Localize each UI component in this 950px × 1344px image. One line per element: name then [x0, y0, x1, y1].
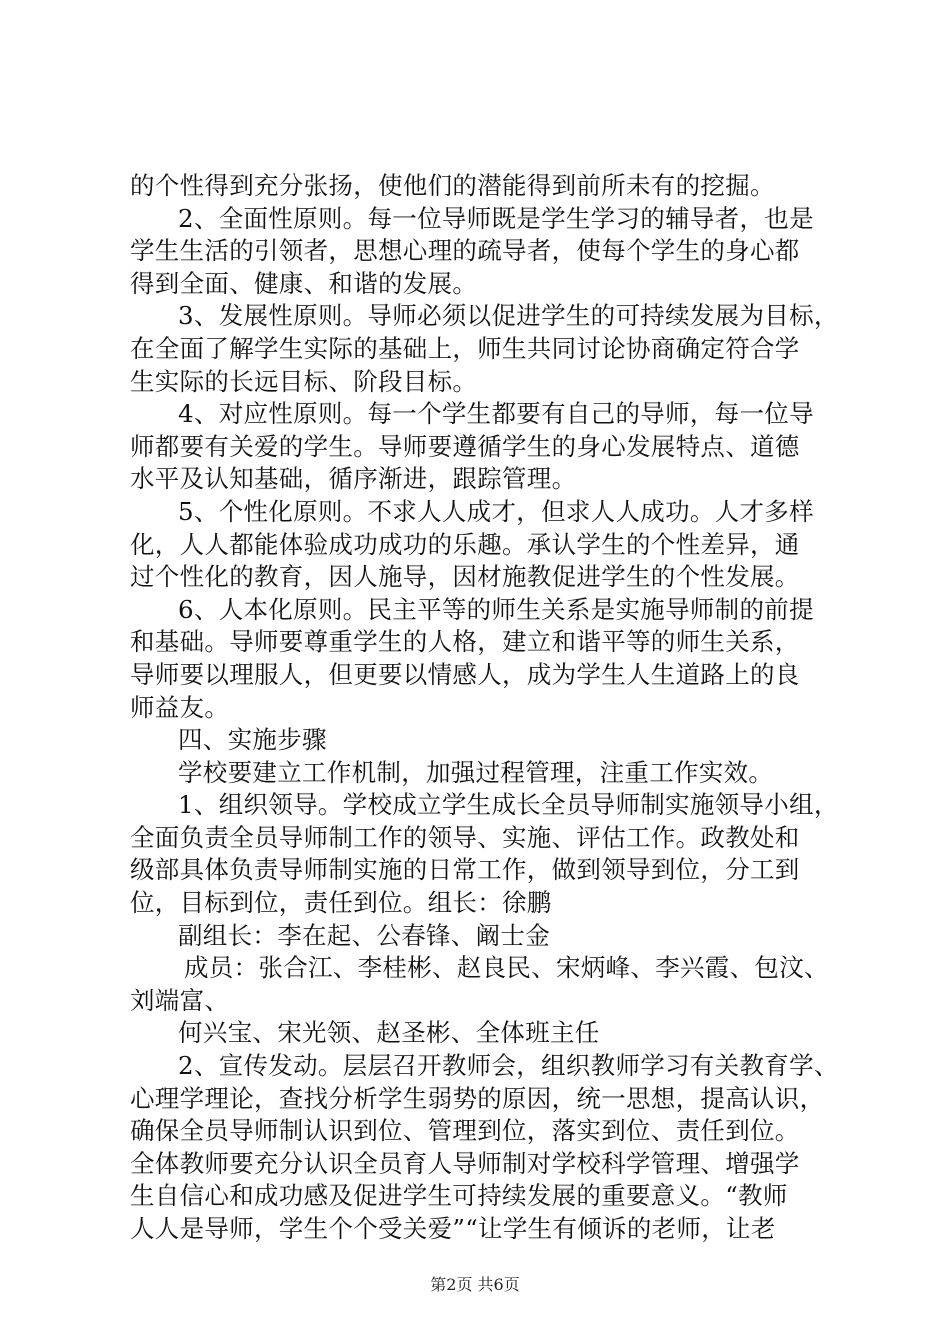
text-line: 在全面了解学生实际的基础上，师生共同讨论协商确定符合学 [130, 333, 800, 363]
text-line: 位，目标到位，责任到位。组长：徐鹏 [130, 888, 552, 918]
text-line: 1、组织领导。学校成立学生成长全员导师制实施领导小组， [178, 790, 839, 820]
text-line: 5、个性化原则。不求人人成才，但求人人成功。人才多样 [178, 496, 814, 526]
text-line: 人人是导师，学生个个受关爱”“让学生有倾诉的老师，让老 [130, 1214, 776, 1243]
text-line: 何兴宝、宋光领、赵圣彬、全体班主任 [178, 1018, 600, 1048]
page-number-footer: 第2页 共6页 [430, 1275, 520, 1294]
text-line: 4、对应性原则。每一个学生都要有自己的导师，每一位导 [178, 399, 814, 429]
text-line: 2、宣传发动。层层召开教师会，组织教师学习有关教育学、 [178, 1051, 839, 1081]
text-line: 和基础。导师要尊重学生的人格，建立和谐平等的师生关系， [130, 627, 800, 657]
text-line: 得到全面、健康、和谐的发展。 [130, 268, 478, 298]
text-line: 学校要建立工作机制，加强过程管理，注重工作实效。 [178, 757, 774, 787]
text-line: 四、实施步骤 [178, 725, 327, 755]
text-line: 水平及认知基础，循序渐进，跟踪管理。 [130, 464, 577, 494]
text-line: 心理学理论，查找分析学生弱势的原因，统一思想，提高认识， [130, 1083, 825, 1113]
text-line: 过个性化的教育，因人施导，因材施教促进学生的个性发展。 [130, 562, 800, 592]
text-line: 师益友。 [130, 692, 230, 722]
text-line: 全面负责全员导师制工作的领导、实施、评估工作。政教处和 [130, 822, 800, 852]
text-line: 6、人本化原则。民主平等的师生关系是实施导师制的前提 [178, 594, 814, 624]
text-line: 生自信心和成功感及促进学生可持续发展的重要意义。“教师 [130, 1181, 788, 1211]
text-line: 学生生活的引领者，思想心理的疏导者，使每个学生的身心都 [130, 236, 800, 266]
text-line: 化，人人都能体验成功成功的乐趣。承认学生的个性差异，通 [130, 529, 800, 559]
text-line: 成员：张合江、李桂彬、赵良民、宋炳峰、李兴霞、包汶、 [184, 953, 829, 983]
document-body [130, 170, 839, 1246]
text-line: 师都要有关爱的学生。导师要遵循学生的身心发展特点、道德 [130, 431, 800, 461]
text-line: 3、发展性原则。导师必须以促进学生的可持续发展为目标， [178, 301, 839, 331]
text-line: 导师要以理服人，但更要以情感人，成为学生人生道路上的良 [130, 659, 800, 689]
text-line: 全体教师要充分认识全员育人导师制对学校科学管理、增强学 [130, 1148, 800, 1178]
text-line: 生实际的长远目标、阶段目标。 [130, 366, 478, 396]
text-line: 的个性得到充分张扬，使他们的潜能得到前所未有的挖掘。 [130, 171, 775, 200]
text-line: 确保全员导师制认识到位、管理到位，落实到位、责任到位。 [130, 1116, 800, 1146]
text-line: 副组长：李在起、公春锋、阚士金 [178, 920, 550, 950]
text-line: 2、全面性原则。每一位导师既是学生学习的辅导者，也是 [178, 203, 814, 233]
text-line: 刘端富、 [130, 985, 230, 1015]
text-line: 级部具体负责导师制实施的日常工作，做到领导到位，分工到 [130, 855, 800, 885]
